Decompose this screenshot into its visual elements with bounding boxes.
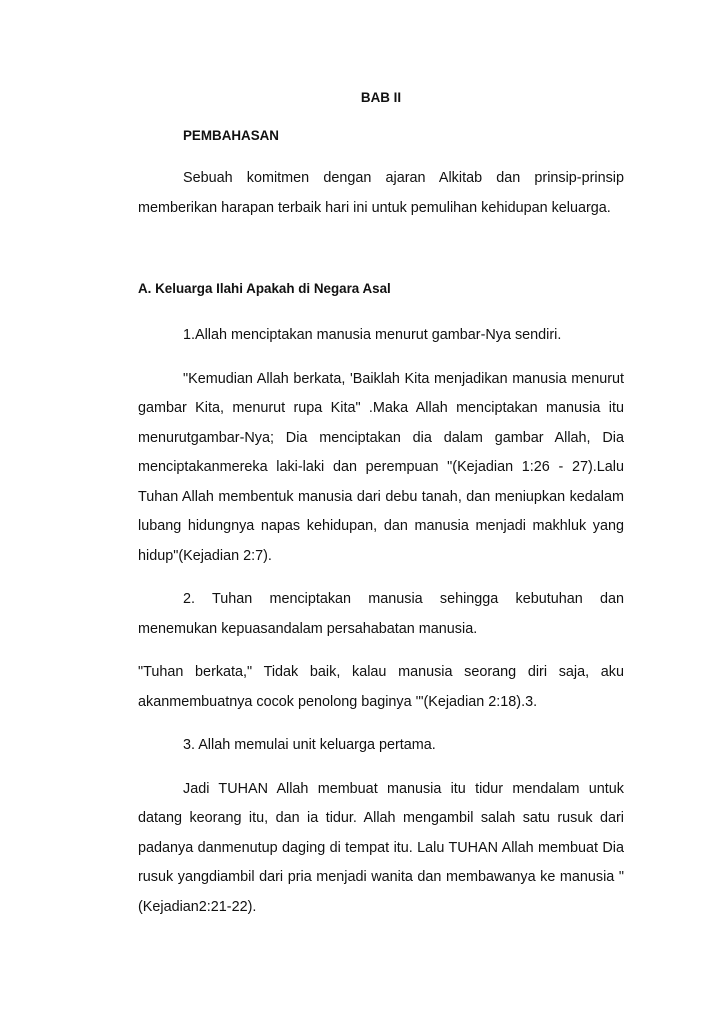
- point-2-title: 2. Tuhan menciptakan manusia sehingga kebutuhan dan menemukan kepuasandalam persahabatan manusia.: [138, 591, 624, 637]
- point-3-text: Jadi TUHAN Allah membuat manusia itu tidur mendalam untuk datang keorang itu, dan ia tidur. Allah mengambil salah satu rusuk dari padanya danmenutup daging di tempat itu. Lalu TUHAN Allah membuat Dia rusuk yangdiambil dari pria menjadi wanita dan membawanya ke manusia "(Kejadian2:21-22).: [138, 780, 624, 915]
- chapter-heading: PEMBAHASAN: [183, 128, 279, 143]
- section-a-title: A. Keluarga Ilahi Apakah di Negara Asal: [138, 281, 391, 296]
- intro-paragraph: Sebuah komitmen dengan ajaran Alkitab dan prinsip-prinsip memberikan harapan terbaik hari ini untuk pemulihan kehidupan keluarga.: [138, 170, 624, 216]
- point-2-text: "Tuhan berkata," Tidak baik, kalau manusia seorang diri saja, aku akanmembuatnya cocok penolong baginya '"(Kejadian 2:18).3.: [138, 664, 624, 710]
- chapter-title: BAB II: [360, 90, 402, 105]
- document-page: [138, 88, 624, 936]
- point-3-title: 3. Allah memulai unit keluarga pertama.: [183, 737, 436, 753]
- point-1-text: "Kemudian Allah berkata, 'Baiklah Kita menjadikan manusia menurut gambar Kita, menurut rupa Kita" .Maka Allah menciptakan manusia itu menurutgambar-Nya; Dia menciptakan dia dalam gambar Allah, Dia menciptakanmereka laki-laki dan perempuan "(Kejadian 1:26 - 27).Lalu Tuhan Allah membentuk manusia dari debu tanah, dan meniupkan kedalam lubang hidungnya napas kehidupan, dan manusia menjadi makhluk yang hidup"(Kejadian 2:7).: [138, 370, 624, 564]
- spacer: [138, 237, 624, 279]
- point-1-title: 1.Allah menciptakan manusia menurut gambar-Nya sendiri.: [183, 327, 562, 343]
